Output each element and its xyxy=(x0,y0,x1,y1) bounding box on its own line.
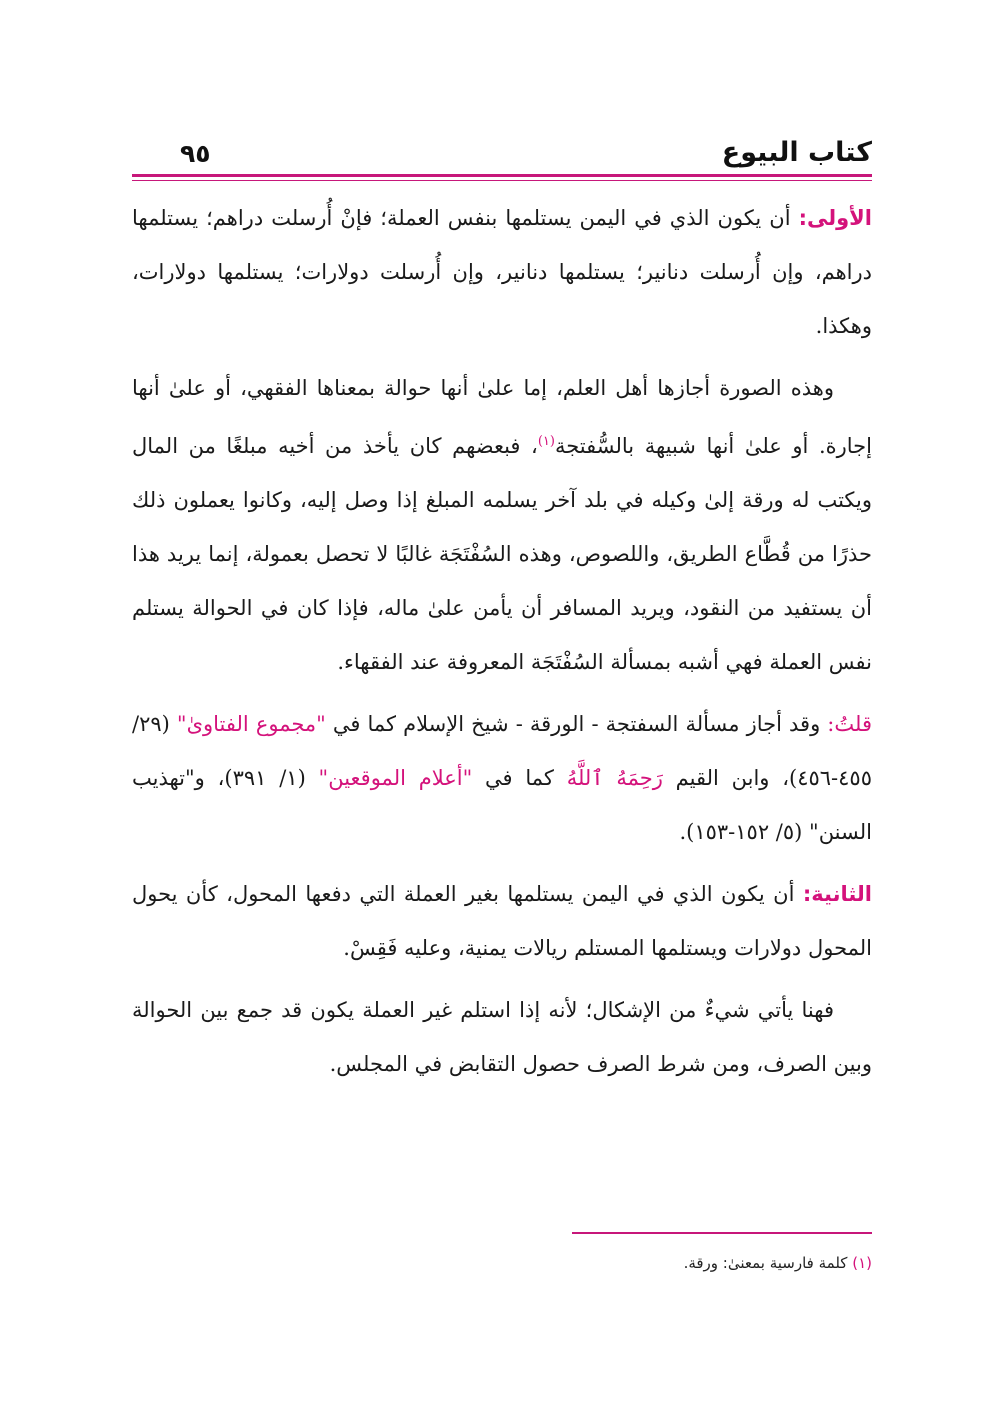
paragraph-second-case xyxy=(132,867,872,975)
book-title-quote: "أعلام الموقعين" xyxy=(318,766,473,790)
book-title-quote: "مجموع الفتاوىٰ" xyxy=(176,712,326,736)
chapter-title: كتاب البيوع xyxy=(721,137,872,168)
footnote-number: (١) xyxy=(852,1254,872,1272)
paragraph-text: (٢٩/ ٤٥٥-٤٥٦)، وابن القيم xyxy=(132,712,872,790)
paragraph-first-case xyxy=(132,191,872,353)
paragraph-lead-note: قلتُ: xyxy=(827,712,872,736)
paragraph-text: ، فبعضهم كان يأخذ من أخيه مبلغًا من المال ويكتب له ورقة إلىٰ وكيله في بلد آخر يسلمه المبلغ إذا وصل إليه، وكانوا يعملون ذلك حذرًا من قُطَّاع الطريق، واللصوص، وهذه السُفْتَجَة غالبًا لا تحصل بعمولة، إنما يريد هذا أن يستفيد من النقود، ويريد المسافر أن يأمن علىٰ ماله، فإذا كان في الحوالة يستلم نفس العملة فهي أشبه بمسألة السُفْتَجَة المعروفة عند الفقهاء. xyxy=(132,434,872,674)
paragraph-text: أن يكون الذي في اليمن يستلمها بغير العملة التي دفعها المحول، كأن يحول المحول دولارات ويستلمها المستلم ريالات يمنية، وعليه فَقِسْ. xyxy=(132,882,872,960)
paragraph-text: كما في xyxy=(472,766,567,790)
paragraph-text: وقد أجاز مسألة السفتجة - الورقة - شيخ الإسلام كما في xyxy=(325,712,828,736)
honorific-phrase: رَحِمَهُ ٱللَّهُ xyxy=(566,766,663,790)
header-rule-thick xyxy=(132,174,872,177)
footnote-divider xyxy=(572,1232,872,1234)
paragraph-text: وهذه الصورة أجازها أهل العلم، إما علىٰ أنها حوالة بمعناها الفقهي، أو علىٰ أنها إجارة. أو علىٰ أنها شبيهة بالسُّفتجة xyxy=(132,376,872,458)
page-header xyxy=(132,120,872,168)
body-text xyxy=(132,191,872,1091)
paragraph-lead-second: الثانية: xyxy=(802,882,872,906)
footnote-reference[interactable]: (١) xyxy=(537,434,555,449)
footnote-text: كلمة فارسية بمعنىٰ: ورقة. xyxy=(683,1254,853,1272)
paragraph-author-note xyxy=(132,697,872,859)
book-page xyxy=(132,120,872,1099)
paragraph-text: فهنا يأتي شيءٌ من الإشكال؛ لأنه إذا استلم غير العملة يكون قد جمع بين الحوالة وبين الصرف، ومن شرط الصرف حصول التقابض في المجلس. xyxy=(132,998,872,1076)
paragraph-problem xyxy=(132,983,872,1091)
paragraph-text: (١/ ٣٩١)، و"تهذيب السنن" (٥/ ١٥٢-١٥٣). xyxy=(132,766,872,844)
header-rule-thin xyxy=(132,180,872,181)
paragraph-text: أن يكون الذي في اليمن يستلمها بنفس العملة؛ فإنْ أُرسلت دراهم؛ يستلمها دراهم، وإن أُرسلت دنانير؛ يستلمها دنانير، وإن أُرسلت دولارات؛ يستلمها دولارات، وهكذا. xyxy=(132,206,872,338)
paragraph-lead-first: الأولى: xyxy=(798,206,872,230)
footnote xyxy=(132,1254,872,1272)
paragraph-explanation xyxy=(132,361,872,689)
page-number: ٩٥ xyxy=(180,139,211,168)
